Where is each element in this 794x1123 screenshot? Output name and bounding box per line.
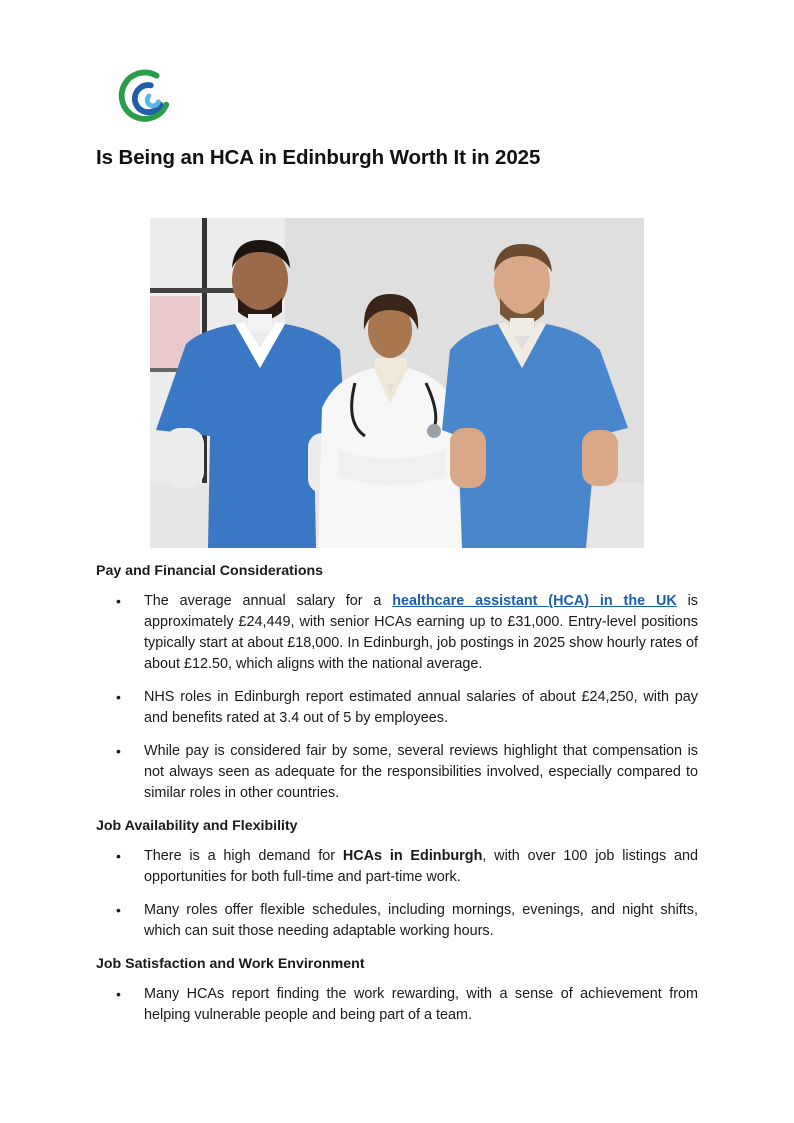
list-item: • Many HCAs report finding the work rewarding, with a sense of achievement from helping vulnerable people and being part of a team. [96,984,698,1026]
hca-edinburgh-emphasis: HCAs in Edinburgh [342,848,483,864]
list-item: • NHS roles in Edinburgh report estimated annual salaries of about £24,250, with pay and benefits rated at 3.4 out of 5 by employees. [96,687,698,729]
healthcare-staff-photo [150,218,644,548]
bullet-list-availability [96,846,698,942]
list-item: • There is a high demand for HCAs in Edinburgh, with over 100 job listings and opportunities for both full-time and part-time work. [96,846,698,888]
article-body [96,561,698,1038]
hca-uk-link[interactable]: healthcare assistant (HCA) in the UK [392,593,677,609]
page-title: Is Being an HCA in Edinburgh Worth It in 2025 [96,146,541,169]
bullet-list-satisfaction [96,984,698,1026]
list-item: • Many roles offer flexible schedules, including mornings, evenings, and night shifts, which can suit those needing adaptable working hours. [96,900,698,942]
company-logo [116,66,174,124]
bullet-list-pay [96,591,698,804]
section-heading-availability: Job Availability and Flexibility [96,818,298,834]
list-item: • The average annual salary for a healthcare assistant (HCA) in the UK is approximately £24,449, with senior HCAs earning up to £31,000. Entry-level positions typically start at about £18,000. In Edinburgh, job postings in 2025 show hourly rates of about £12.50, which aligns with the national average. [96,591,698,675]
section-heading-satisfaction: Job Satisfaction and Work Environment [96,956,365,972]
list-item: • While pay is considered fair by some, several reviews highlight that compensation is not always seen as adequate for the responsibilities involved, especially compared to similar roles in other countries. [96,741,698,804]
section-heading-pay: Pay and Financial Considerations [96,563,324,579]
